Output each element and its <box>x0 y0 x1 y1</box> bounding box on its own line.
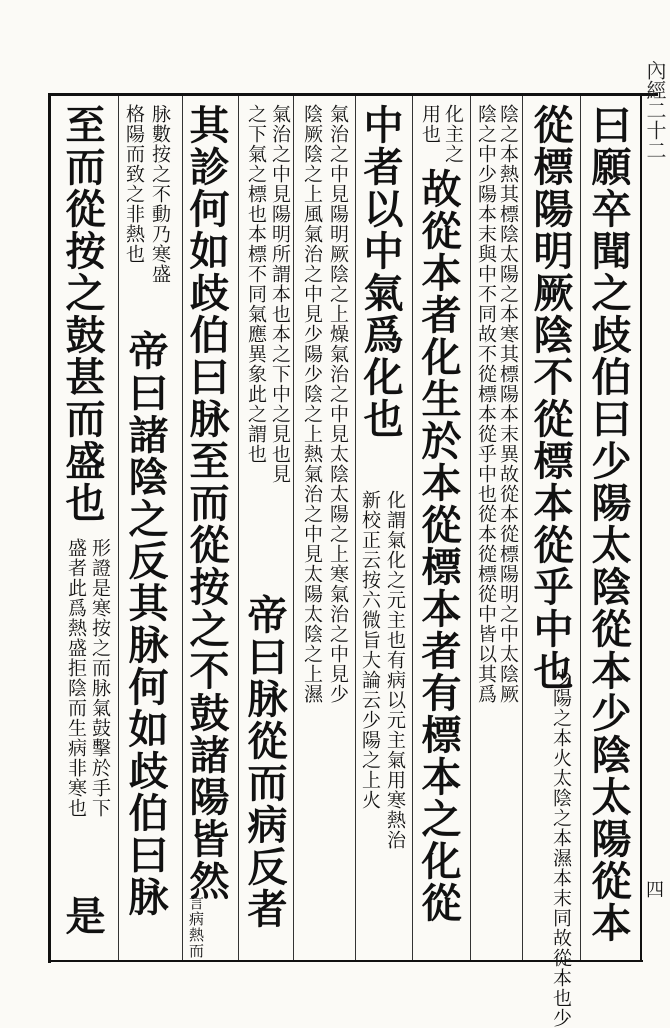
column-7-note-a: 氣治之中見陽明所謂本也本之下中之見也見 <box>269 104 291 484</box>
column-10-end: 是 <box>59 895 106 937</box>
column-8-main: 其診何如歧伯曰脉至而從按之不鼓諸陽皆然 <box>183 104 230 902</box>
frame-top-rule <box>48 93 658 96</box>
column-9-note-a: 脉數按之不動乃寒盛 <box>149 104 171 284</box>
column-3-note-b: 陰之中少陽本末與中不同故不從標本從乎中也從本從標從中皆以其爲 <box>475 104 497 704</box>
column-rule <box>355 96 356 960</box>
column-4-note-a: 化主之 <box>442 104 464 164</box>
column-7-main: 帝曰脉從而病反者 <box>241 594 288 930</box>
column-10-main: 至而從按之鼓甚而盛也 <box>59 104 106 524</box>
column-9-note-b: 格陽而致之非熱也 <box>123 104 145 264</box>
column-3-note-a: 陰之本熱其標陰太陽之本寒其標陽本末異故從本從標陽明之中太陰厥 <box>497 104 519 704</box>
column-10-note-a: 形證是寒按之而脉氣鼓擊於手下 <box>89 538 111 818</box>
column-rule <box>293 96 294 960</box>
column-5-note-b: 新校正云按六微旨大論云少陽之上火 <box>359 490 381 810</box>
column-9-main: 帝曰諸陰之反其脉何如歧伯曰脉 <box>122 330 169 918</box>
column-rule <box>580 96 581 960</box>
column-rule <box>238 96 239 960</box>
column-4-note-b: 用也 <box>419 104 441 144</box>
frame-left-rule <box>48 93 51 963</box>
column-5-note-a: 化謂氣化之元主也有病以元主氣用寒熱治 <box>384 490 406 850</box>
column-8-note: 言病熱而 <box>187 895 205 959</box>
column-rule <box>412 96 413 960</box>
column-5-main: 中者以中氣爲化也 <box>357 104 404 440</box>
column-4-main: 故從本者化生於本從標本者有標本之化從 <box>415 168 462 924</box>
column-6-note-b: 陰厥陰之上風氣治之中見少陽少陰之上熱氣治之中見太陽太陰之上濕 <box>301 104 323 704</box>
column-2-note-a: 少陽之本火太陰之本濕本末同故從本也少 <box>550 668 572 1028</box>
frame-right-rule <box>640 93 642 962</box>
column-rule <box>470 96 471 960</box>
column-rule <box>118 96 119 960</box>
column-10-note-b: 盛者此爲熱盛拒陰而生病非寒也 <box>65 538 87 818</box>
column-2-main: 從標陽明厥陰不從標本從乎中也 <box>527 104 574 692</box>
column-6-note-a: 氣治之中見陽明厥陰之上燥氣治之中見太陰太陽之上寒氣治之中見少 <box>327 104 349 704</box>
column-1: 曰願卒聞之歧伯曰少陽太陰從本少陰太陽從本 <box>585 104 632 944</box>
page-number: 四 <box>643 880 664 898</box>
page-edge-label: 內經二十二 <box>643 60 667 160</box>
column-7-note-b: 之下氣之標也本標不同氣應異象此之謂也 <box>245 104 267 464</box>
column-rule <box>522 96 523 960</box>
